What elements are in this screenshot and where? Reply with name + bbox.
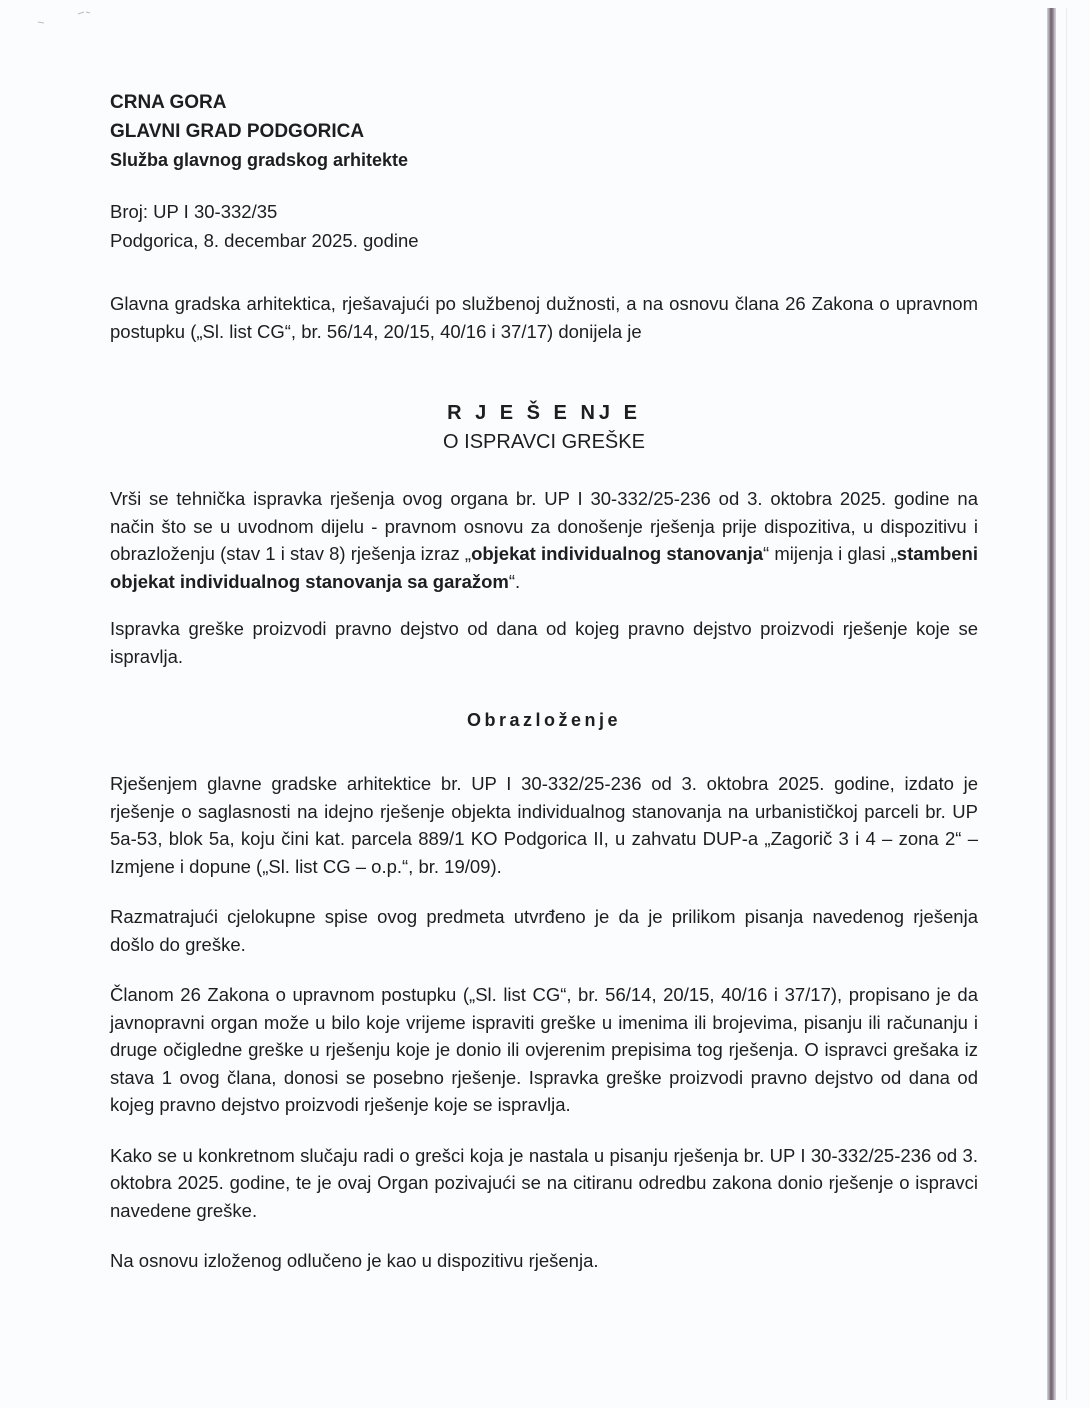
decision-title: R J E Š E NJ E (447, 402, 641, 424)
header-city: GLAVNI GRAD PODGORICA (110, 121, 365, 142)
dispositive-new-term: stambeni objekat individualnog stanovanja sa garažom (110, 543, 978, 592)
dispositive-text-2: “ mijenja i glasi „ (763, 543, 897, 564)
header-country: CRNA GORA (110, 92, 227, 113)
scan-edge-line-faint (1066, 8, 1067, 1400)
reasoning-paragraph: Rješenjem glavne gradske arhitektice br. UP I 30-332/25-236 od 3. oktobra 2025. godine, izdato je rješenje o saglasnosti na idejno rješenje objekta individualnog stanovanja na urbanističkoj parceli br. UP 5a-53, blok 5a, koju čini kat. parcela 889/1 KO Podgorica II, u zahvatu DUP-a „Zagorič 3 i 4 – zona 2“ – Izmjene i dopune („Sl. list CG – o.p.“, br. 19/09). (110, 773, 978, 877)
document-place-date: Podgorica, 8. decembar 2025. godine (110, 230, 419, 251)
dispositive-old-term: objekat individualnog stanovanja (471, 543, 764, 564)
decision-title-block (110, 399, 978, 457)
decision-subtitle: O ISPRAVCI GREŠKE (443, 431, 645, 453)
header-office: Služba glavnog gradskog arhitekte (110, 150, 409, 170)
reasoning-heading: Obrazloženje (466, 710, 622, 730)
reasoning-paragraph: Kako se u konkretnom slučaju radi o grešci koja je nastala u pisanju rješenja br. UP I 30-332/25-236 od 3. oktobra 2025. godine, te je ovaj Organ pozivajući se na citiranu odredbu zakona donio rješenje o ispravci navedene greške. (110, 1144, 978, 1221)
scan-edge-line (1047, 8, 1056, 1400)
dispositive-text-1: Vrši se tehnička ispravka rješenja ovog organa br. UP I 30-332/25-236 od 3. oktobra 2025. godine na način što se u uvodnom dijelu - pravnom osnovu za donošenje rješenja prije dispozitiva, u dispozitivu i obrazloženju (stav 1 i stav 8) rješenja izraz „ (110, 488, 978, 564)
dispositive-paragraph (110, 485, 978, 595)
dispositive-text-3: “. (508, 570, 521, 592)
document-page (110, 88, 978, 1275)
scan-artifact (30, 8, 110, 28)
document-number: Broj: UP I 30-332/35 (110, 201, 278, 222)
reasoning-paragraph: Na osnovu izloženog odlučeno je kao u dispozitivu rješenja. (110, 1250, 599, 1271)
document-meta (110, 197, 978, 255)
intro-paragraph: Glavna gradska arhitektica, rješavajući po službenoj dužnosti, a na osnovu člana 26 Zakona o upravnom postupku („Sl. list CG“, br. 56/14, 20/15, 40/16 i 37/17) donijela je (110, 293, 978, 342)
reasoning-paragraph: Razmatrajući cjelokupne spise ovog predmeta utvrđeno je da je prilikom pisanja navedenog rješenja došlo do greške. (110, 906, 978, 955)
effect-paragraph: Ispravka greške proizvodi pravno dejstvo od dana od kojeg pravno dejstvo proizvodi rješenje koje se ispravlja. (110, 618, 978, 667)
reasoning-paragraph: Članom 26 Zakona o upravnom postupku („Sl. list CG“, br. 56/14, 20/15, 40/16 i 37/17), propisano je da javnopravni organ može u bilo koje vrijeme ispraviti greške u imenima ili brojevima, pisanju ili računanju i druge očigledne greške u rješenju koje je donio ili ovjerenim prepisima tog rješenja. O ispravci grešaka iz stava 1 ovog člana, donosi se posebno rješenje. Ispravka greške proizvodi pravno dejstvo od dana od kojeg pravno dejstvo proizvodi rješenje koje se ispravlja. (110, 984, 978, 1115)
